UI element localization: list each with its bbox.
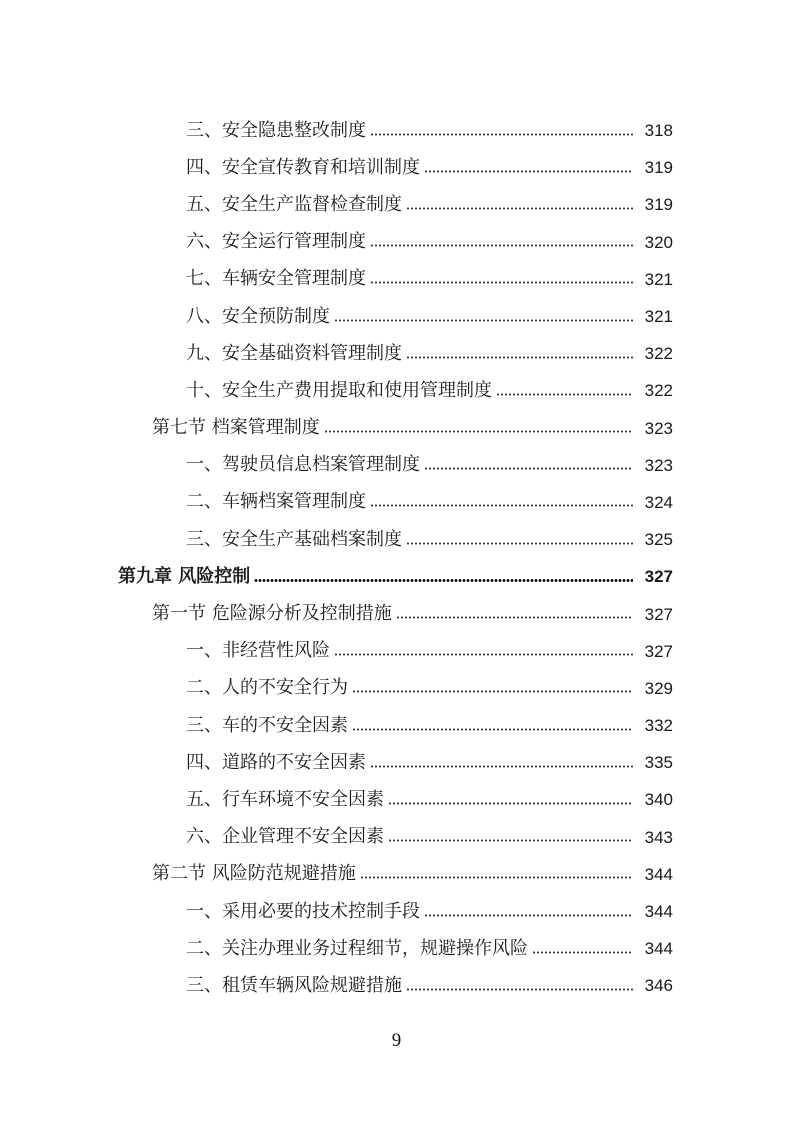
toc-entry-label: 二、人的不安全行为 bbox=[186, 677, 348, 699]
toc-item-entry[interactable] bbox=[0, 707, 793, 744]
dot-leader bbox=[370, 281, 633, 284]
dot-leader bbox=[424, 170, 633, 173]
toc-entry-page-number: 319 bbox=[644, 158, 673, 178]
toc-entry-label: 第二节 风险防范规避措施 bbox=[152, 863, 356, 885]
toc-entry-page-number: 322 bbox=[644, 344, 673, 364]
toc-item-entry[interactable] bbox=[0, 224, 793, 261]
toc-entry-page-number: 319 bbox=[644, 195, 673, 215]
toc-entry-label: 六、安全运行管理制度 bbox=[186, 231, 366, 253]
dot-leader bbox=[396, 616, 633, 619]
toc-entry-page-number: 318 bbox=[644, 121, 673, 141]
dot-leader bbox=[406, 207, 633, 210]
toc-entry-page-number: 324 bbox=[644, 492, 673, 512]
toc-entry-label: 八、安全预防制度 bbox=[186, 305, 330, 327]
toc-item-entry[interactable] bbox=[0, 521, 793, 558]
toc-item-entry[interactable] bbox=[0, 819, 793, 856]
dot-leader bbox=[254, 579, 633, 582]
toc-entry-label: 五、行车环境不安全因素 bbox=[186, 788, 384, 810]
toc-entry-page-number: 343 bbox=[644, 827, 673, 847]
toc-entry-label: 六、企业管理不安全因素 bbox=[186, 826, 384, 848]
toc-entry-page-number: 332 bbox=[644, 716, 673, 736]
toc-entry-page-number: 323 bbox=[644, 455, 673, 475]
toc-item-entry[interactable] bbox=[0, 335, 793, 372]
toc-entry-label: 第一节 危险源分析及控制措施 bbox=[152, 603, 392, 625]
toc-entry-label: 七、车辆安全管理制度 bbox=[186, 268, 366, 290]
toc-section-entry[interactable] bbox=[0, 410, 793, 447]
toc-entry-label: 三、租赁车辆风险规避措施 bbox=[186, 974, 402, 996]
toc-entry-label: 三、安全隐患整改制度 bbox=[186, 119, 366, 141]
toc-section-entry[interactable] bbox=[0, 856, 793, 893]
toc-entry-label: 二、车辆档案管理制度 bbox=[186, 491, 366, 513]
toc-entry-label: 三、车的不安全因素 bbox=[186, 714, 348, 736]
toc-entry-label: 第九章 风险控制 bbox=[118, 565, 251, 587]
toc-entry-page-number: 327 bbox=[644, 641, 673, 661]
toc-entry-page-number: 321 bbox=[644, 307, 673, 327]
dot-leader bbox=[352, 690, 633, 693]
toc-entry-label: 五、安全生产监督检查制度 bbox=[186, 193, 402, 215]
dot-leader bbox=[370, 244, 633, 247]
toc-entry-page-number: 322 bbox=[644, 381, 673, 401]
toc-entry-label: 四、道路的不安全因素 bbox=[186, 751, 366, 773]
table-of-contents bbox=[0, 112, 793, 1005]
toc-entry-page-number: 344 bbox=[644, 864, 673, 884]
dot-leader bbox=[334, 319, 633, 322]
toc-entry-page-number: 327 bbox=[644, 604, 673, 624]
toc-item-entry[interactable] bbox=[0, 261, 793, 298]
dot-leader bbox=[424, 467, 633, 470]
toc-entry-page-number: 321 bbox=[644, 269, 673, 289]
toc-item-entry[interactable] bbox=[0, 633, 793, 670]
dot-leader bbox=[360, 876, 633, 879]
dot-leader bbox=[388, 839, 633, 842]
toc-entry-page-number: 323 bbox=[644, 418, 673, 438]
toc-item-entry[interactable] bbox=[0, 372, 793, 409]
toc-item-entry[interactable] bbox=[0, 781, 793, 818]
toc-section-entry[interactable] bbox=[0, 595, 793, 632]
toc-item-entry[interactable] bbox=[0, 484, 793, 521]
toc-entry-page-number: 346 bbox=[644, 976, 673, 996]
toc-entry-page-number: 320 bbox=[644, 232, 673, 252]
toc-item-entry[interactable] bbox=[0, 149, 793, 186]
toc-entry-label: 九、安全基础资料管理制度 bbox=[186, 342, 402, 364]
toc-entry-page-number: 340 bbox=[644, 790, 673, 810]
toc-item-entry[interactable] bbox=[0, 670, 793, 707]
toc-entry-label: 三、安全生产基础档案制度 bbox=[186, 528, 402, 550]
toc-entry-label: 一、非经营性风险 bbox=[186, 640, 330, 662]
toc-item-entry[interactable] bbox=[0, 930, 793, 967]
toc-item-entry[interactable] bbox=[0, 893, 793, 930]
toc-item-entry[interactable] bbox=[0, 298, 793, 335]
toc-entry-label: 二、关注办理业务过程细节，规避操作风险 bbox=[186, 937, 528, 959]
dot-leader bbox=[406, 542, 633, 545]
dot-leader bbox=[406, 988, 633, 991]
toc-item-entry[interactable] bbox=[0, 186, 793, 223]
dot-leader bbox=[424, 914, 633, 917]
toc-item-entry[interactable] bbox=[0, 744, 793, 781]
toc-item-entry[interactable] bbox=[0, 967, 793, 1004]
dot-leader bbox=[370, 504, 633, 507]
toc-entry-page-number: 344 bbox=[644, 902, 673, 922]
toc-entry-label: 四、安全宣传教育和培训制度 bbox=[186, 156, 420, 178]
dot-leader bbox=[370, 133, 633, 136]
dot-leader bbox=[352, 728, 633, 731]
dot-leader bbox=[406, 356, 633, 359]
toc-entry-page-number: 327 bbox=[644, 567, 673, 587]
toc-entry-page-number: 335 bbox=[644, 753, 673, 773]
toc-entry-page-number: 325 bbox=[644, 530, 673, 550]
toc-entry-page-number: 344 bbox=[644, 939, 673, 959]
dot-leader bbox=[324, 430, 633, 433]
dot-leader bbox=[334, 653, 633, 656]
toc-entry-label: 一、采用必要的技术控制手段 bbox=[186, 900, 420, 922]
page-number: 9 bbox=[391, 1030, 402, 1051]
dot-leader bbox=[532, 951, 633, 954]
toc-entry-label: 一、驾驶员信息档案管理制度 bbox=[186, 454, 420, 476]
dot-leader bbox=[370, 765, 633, 768]
toc-entry-label: 第七节 档案管理制度 bbox=[152, 417, 320, 439]
toc-item-entry[interactable] bbox=[0, 112, 793, 149]
toc-entry-label: 十、安全生产费用提取和使用管理制度 bbox=[186, 379, 492, 401]
toc-chapter-entry[interactable] bbox=[0, 558, 793, 595]
toc-entry-page-number: 329 bbox=[644, 678, 673, 698]
dot-leader bbox=[496, 393, 633, 396]
dot-leader bbox=[388, 802, 633, 805]
toc-item-entry[interactable] bbox=[0, 447, 793, 484]
